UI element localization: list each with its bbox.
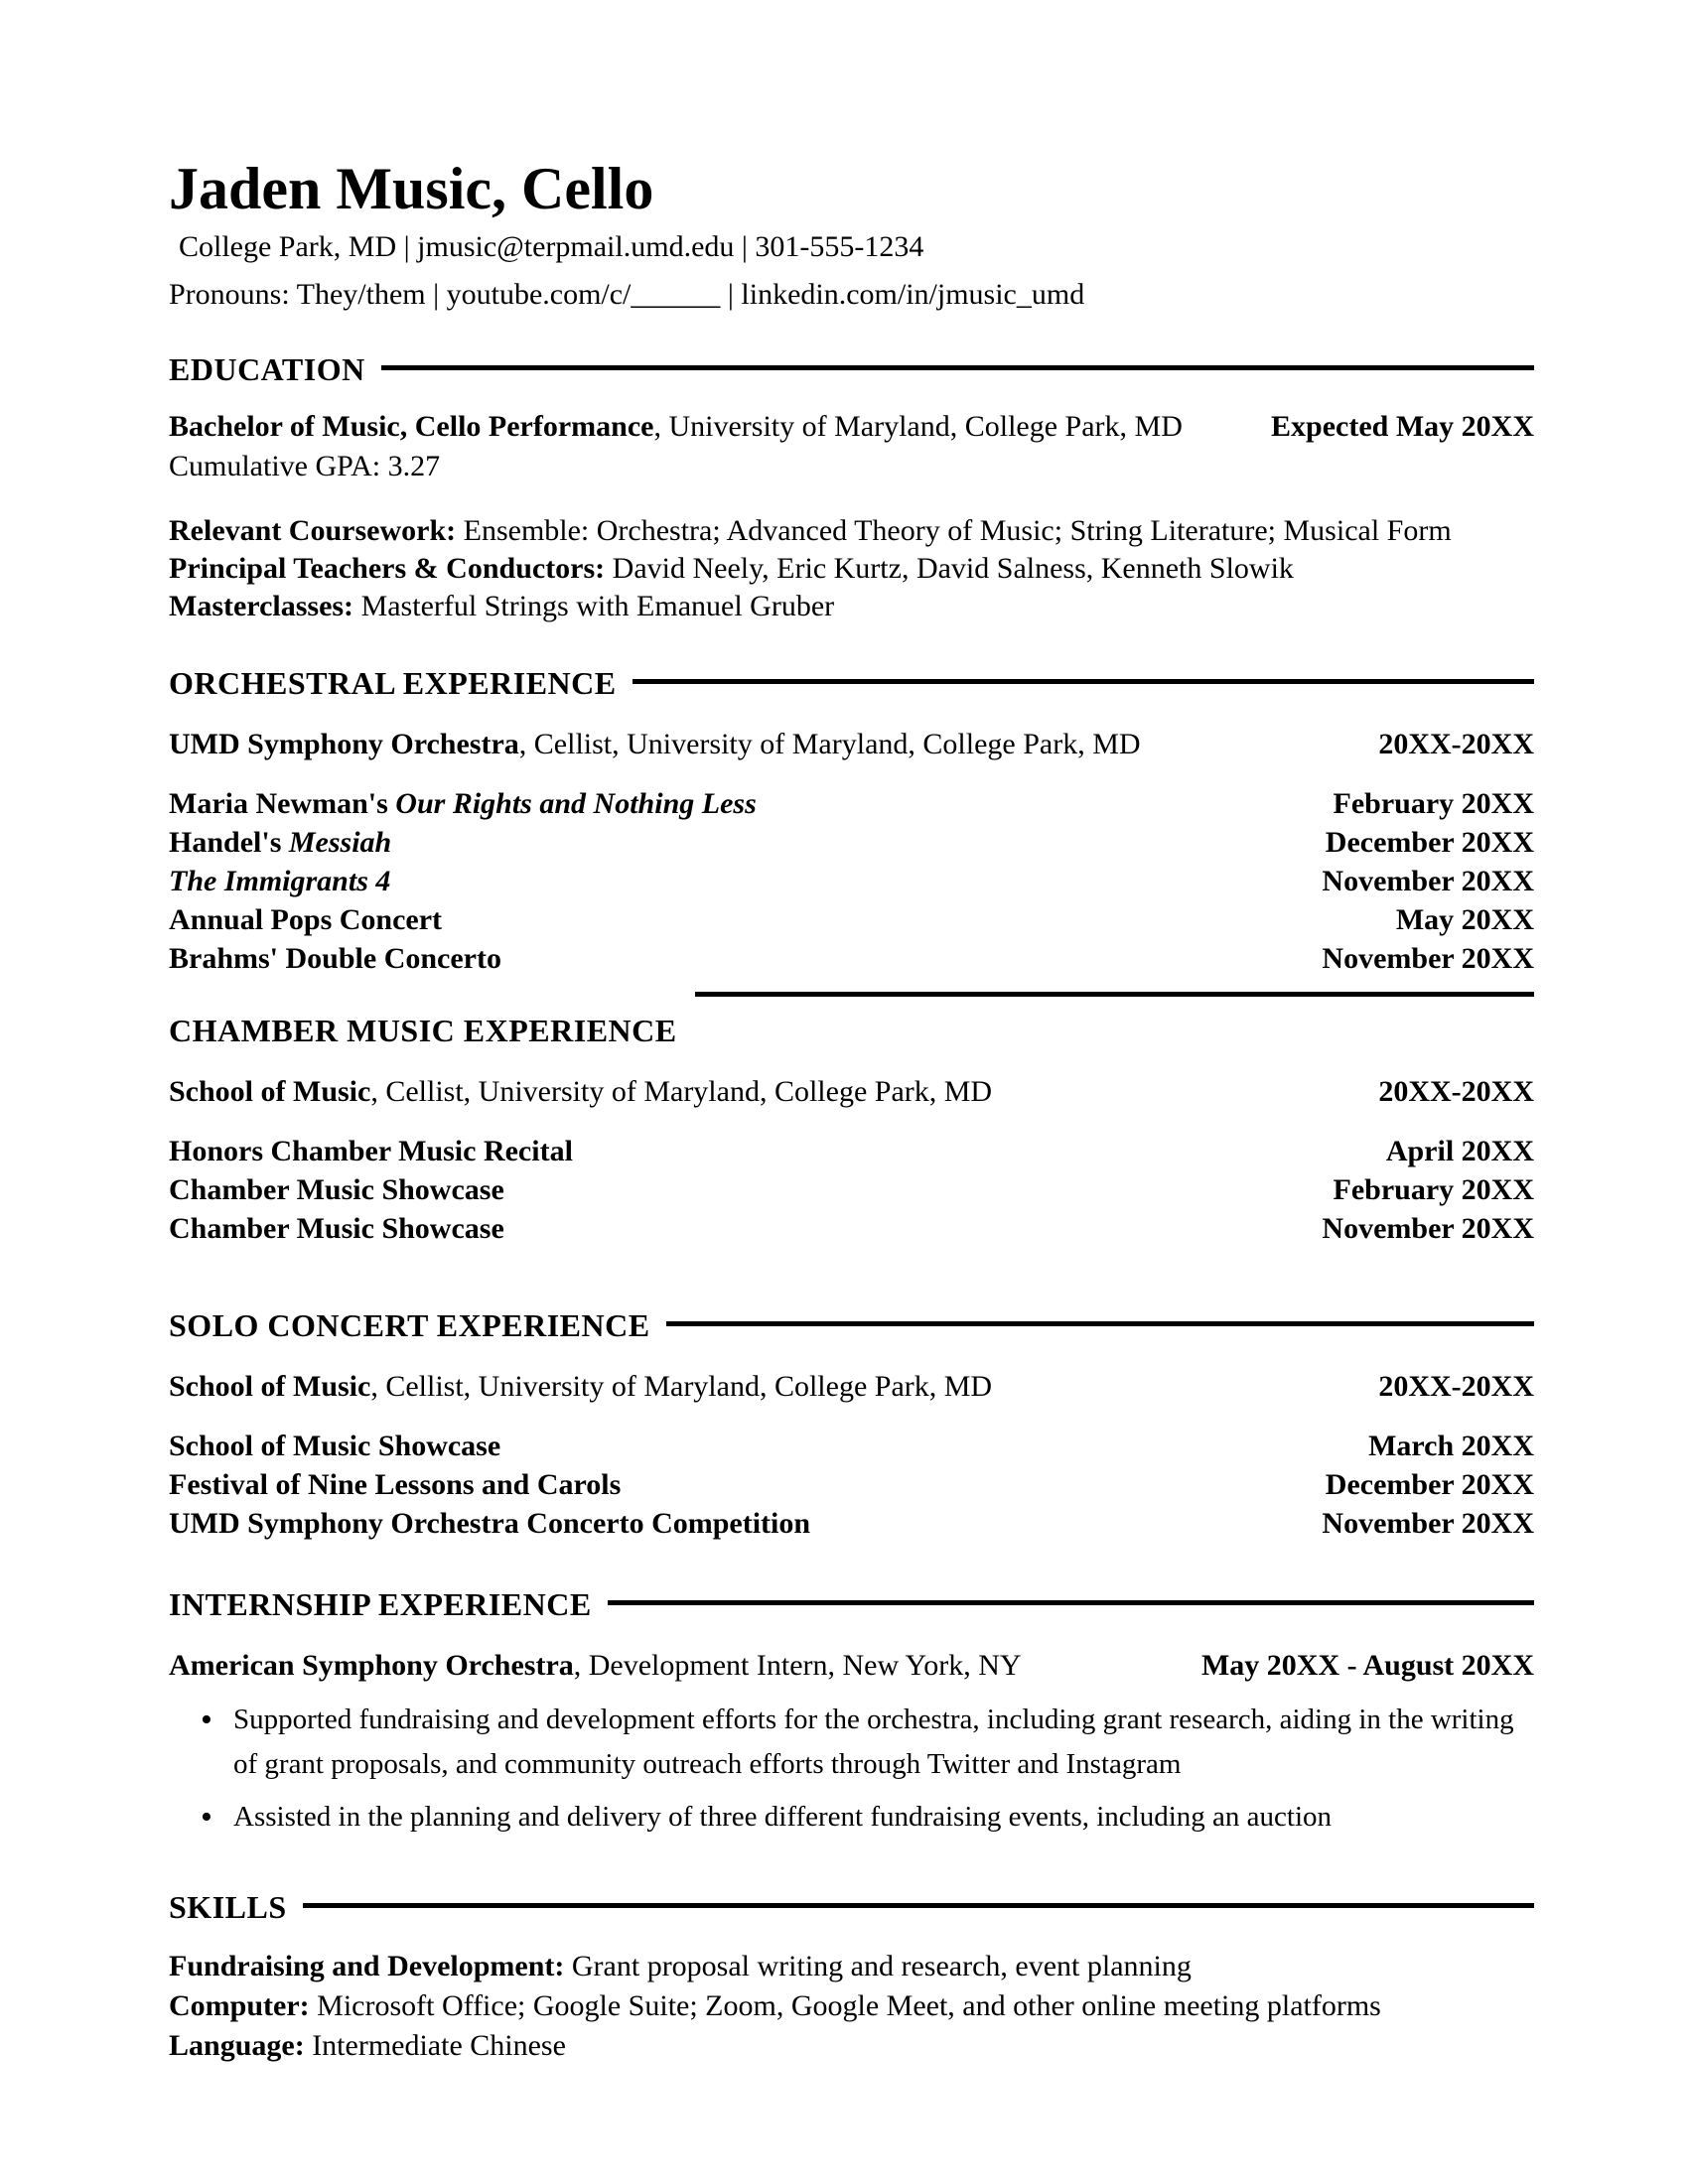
heading-rule [633, 679, 1534, 684]
section-heading-solo-label: SOLO CONCERT EXPERIENCE [169, 1307, 650, 1343]
chamber-org-rest: , Cellist, University of Maryland, College Park, MD [370, 1075, 993, 1108]
education-degree [169, 407, 1183, 447]
solo-org-bold: School of Music [169, 1370, 371, 1403]
list-item [169, 900, 1534, 939]
skills-list [169, 1947, 1534, 2066]
item-title-italic: Our Rights and Nothing Less [395, 787, 757, 820]
item-date: March 20XX [1368, 1430, 1534, 1462]
solo-org [169, 1367, 992, 1407]
section-heading-orchestral [169, 665, 1534, 701]
masterclasses-label: Masterclasses: [169, 590, 354, 622]
list-item [169, 1170, 1534, 1209]
education-degree-date: Expected May 20XX [1271, 410, 1534, 443]
solo-items [169, 1427, 1534, 1543]
orchestral-org-bold: UMD Symphony Orchestra [169, 728, 519, 760]
orchestral-org-row [169, 725, 1534, 764]
teachers-text: David Neely, Eric Kurtz, David Salness, Kenneth Slowik [612, 552, 1294, 585]
orchestral-org [169, 725, 1141, 764]
education-degree-bold: Bachelor of Music, Cello Performance [169, 410, 654, 443]
internship-org-rest: , Development Intern, New York, NY [573, 1649, 1022, 1682]
section-heading-orchestral-label: ORCHESTRAL EXPERIENCE [169, 665, 617, 701]
item-text: Handel's [169, 826, 289, 859]
item-date: November 20XX [1322, 865, 1534, 897]
skill-line [169, 1947, 1534, 1986]
item-date: November 20XX [1322, 942, 1534, 975]
item-text: Chamber Music Showcase [169, 1212, 504, 1245]
education-coursework-line [169, 512, 1534, 550]
item-date: April 20XX [1385, 1135, 1534, 1167]
skill-label: Fundraising and Development: [169, 1950, 565, 1982]
list-item [169, 1132, 1534, 1170]
list-item [169, 1427, 1534, 1465]
section-heading-education [169, 351, 1534, 387]
contact-line: College Park, MD | jmusic@terpmail.umd.edu | 301-555-1234 [179, 230, 924, 263]
item-text: Annual Pops Concert [169, 903, 443, 936]
list-item [169, 1209, 1534, 1248]
section-heading-chamber [169, 1013, 1534, 1048]
item-text: Maria Newman's [169, 787, 396, 820]
orchestral-org-rest: , Cellist, University of Maryland, College Park, MD [518, 728, 1141, 760]
item-date: November 20XX [1322, 1507, 1534, 1540]
item-date: December 20XX [1325, 1468, 1534, 1501]
section-heading-education-label: EDUCATION [169, 351, 365, 387]
education-masterclasses-line [169, 588, 1534, 625]
section-heading-skills-label: SKILLS [169, 1889, 287, 1925]
solo-org-rest: , Cellist, University of Maryland, College Park, MD [370, 1370, 993, 1403]
section-heading-chamber-label: CHAMBER MUSIC EXPERIENCE [169, 1013, 677, 1048]
chamber-items [169, 1132, 1534, 1248]
solo-org-row [169, 1367, 1534, 1407]
item-date: May 20XX [1395, 903, 1534, 936]
item-text: Festival of Nine Lessons and Carols [169, 1468, 622, 1501]
page-title: Jaden Music, Cello [169, 156, 654, 221]
skill-line [169, 1986, 1534, 2026]
section-heading-internship [169, 1586, 1534, 1622]
item-text: Honors Chamber Music Recital [169, 1135, 573, 1167]
item-text: UMD Symphony Orchestra Concerto Competition [169, 1507, 811, 1540]
education-details [169, 512, 1534, 625]
skill-text: Microsoft Office; Google Suite; Zoom, Google Meet, and other online meeting platforms [317, 1989, 1381, 2022]
bullet-item: • Assisted in the planning and delivery of three different fundraising events, including an auction [169, 1795, 1534, 1840]
skill-text: Intermediate Chinese [312, 2029, 566, 2062]
heading-rule [303, 1903, 1534, 1908]
internship-bullets [169, 1698, 1534, 1840]
skill-text: Grant proposal writing and research, event planning [571, 1950, 1192, 1982]
item-title-italic: The Immigrants 4 [169, 865, 391, 897]
list-item [169, 939, 1534, 978]
chamber-org-date: 20XX-20XX [1378, 1075, 1534, 1108]
orchestral-items [169, 784, 1534, 978]
heading-rule [608, 1600, 1534, 1605]
bullet-item: • Supported fundraising and development efforts for the orchestra, including grant research, aiding in the writing of grant proposals, and community outreach efforts through Twitter and Instagram [169, 1698, 1534, 1787]
education-degree-row [169, 407, 1534, 447]
internship-org-bold: American Symphony Orchestra [169, 1649, 574, 1682]
item-title-italic: Messiah [288, 826, 392, 859]
list-item [169, 1504, 1534, 1543]
skill-label: Computer: [169, 1989, 310, 2022]
pronouns-line: Pronouns: They/them | youtube.com/c/______ | linkedin.com/in/jmusic_umd [169, 278, 1085, 311]
chamber-org [169, 1072, 992, 1112]
item-date: February 20XX [1333, 1173, 1534, 1206]
item-date: November 20XX [1322, 1212, 1534, 1245]
internship-org-row [169, 1646, 1534, 1686]
section-heading-skills [169, 1889, 1534, 1925]
list-item [169, 823, 1534, 862]
masterclasses-text: Masterful Strings with Emanuel Gruber [360, 590, 835, 622]
item-date: February 20XX [1333, 787, 1534, 820]
item-text: Brahms' Double Concerto [169, 942, 501, 975]
chamber-org-bold: School of Music [169, 1075, 371, 1108]
list-item [169, 784, 1534, 823]
teachers-label: Principal Teachers & Conductors: [169, 552, 606, 585]
heading-rule [666, 1321, 1534, 1326]
skill-line [169, 2026, 1534, 2066]
coursework-text: Ensemble: Orchestra; Advanced Theory of Music; String Literature; Musical Form [463, 514, 1452, 547]
solo-org-date: 20XX-20XX [1378, 1370, 1534, 1403]
skill-label: Language: [169, 2029, 305, 2062]
coursework-label: Relevant Coursework: [169, 514, 457, 547]
education-teachers-line [169, 550, 1534, 588]
education-gpa: Cumulative GPA: 3.27 [169, 450, 441, 482]
section-divider [695, 992, 1534, 997]
heading-rule [381, 365, 1534, 370]
internship-org [169, 1646, 1022, 1686]
education-degree-rest: , University of Maryland, College Park, MD [653, 410, 1183, 443]
item-text: Chamber Music Showcase [169, 1173, 504, 1206]
orchestral-org-date: 20XX-20XX [1378, 728, 1534, 760]
item-date: December 20XX [1325, 826, 1534, 859]
list-item [169, 862, 1534, 900]
section-heading-solo [169, 1307, 1534, 1343]
list-item [169, 1465, 1534, 1504]
item-text: School of Music Showcase [169, 1430, 501, 1462]
internship-org-date: May 20XX - August 20XX [1200, 1649, 1534, 1682]
section-heading-internship-label: INTERNSHIP EXPERIENCE [169, 1586, 592, 1622]
chamber-org-row [169, 1072, 1534, 1112]
